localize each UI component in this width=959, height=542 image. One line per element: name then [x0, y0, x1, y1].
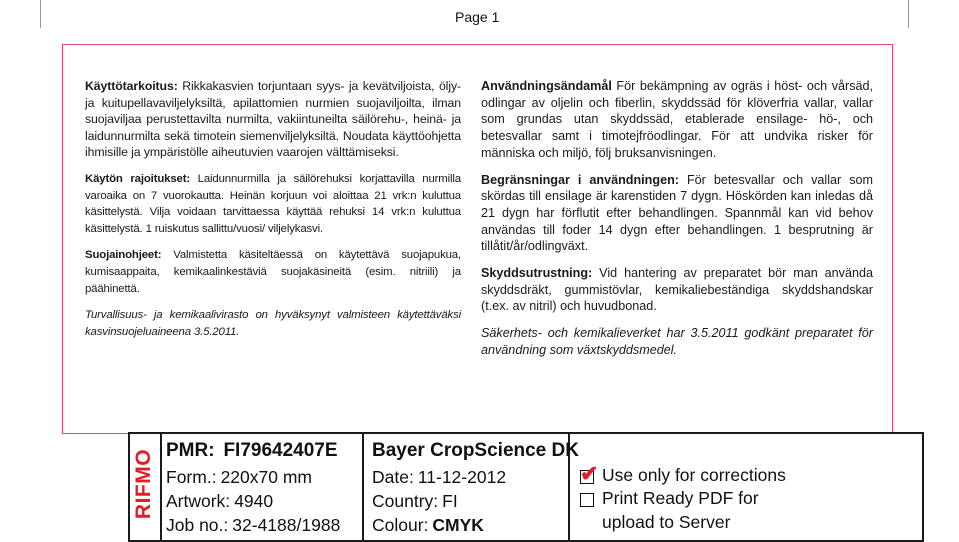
- colour-value: CMYK: [432, 515, 484, 535]
- crop-mark: [40, 0, 41, 28]
- sv-approval: [481, 325, 873, 358]
- artwork-value: 4940: [234, 491, 274, 511]
- sv-purpose-text: För bekämpning av ogräs i höst- och vårsäd, odlingar av oljelin och fiberlin, skyddssäd för klöverfria vallar, vallar som grundas utan skyddssäd, etablerade ensilage- hö-, och betesvallar samt i timotejfröodlingar. För att undvika risker för människa och miljö, följ bruksanvisningen.: [481, 79, 873, 160]
- form-row: [166, 467, 312, 488]
- country-label: Country:: [372, 491, 439, 511]
- job-label: Job no.:: [166, 515, 229, 535]
- stamp-divider: [160, 432, 162, 542]
- swedish-column: [481, 78, 873, 369]
- proof-stamp: [128, 432, 928, 538]
- artwork-row: [166, 491, 273, 512]
- client-name: Bayer CropScience DK: [372, 440, 579, 461]
- country-value: FI: [442, 491, 458, 511]
- job-value: 32-4188/1988: [232, 515, 341, 535]
- print-ready-option-label: Print Ready PDF for: [602, 488, 759, 508]
- fi-protection: [85, 247, 461, 297]
- client-row: [372, 440, 579, 462]
- date-row: [372, 467, 506, 488]
- fi-purpose-text: Rikkakasvien torjuntaan syys- ja kevätviljoista, öljy- ja kuitupellavaviljelyksiltä, apilattomien nurmien suojaviljoilta, ilman suojaviljaa perustettavilta nurmilta, vakiintuneilta säilörehu-, heinä- ja laidunnurmilta sekä timotein siemenviljelyksiltä. Noudata käyttöohjetta ihmisille ja ympäristölle aiheutuvien vaarojen välttämiseksi.: [85, 79, 461, 160]
- finnish-column: [85, 78, 461, 350]
- country-row: [372, 491, 458, 512]
- job-row: [166, 515, 340, 536]
- sv-approval-text: Säkerhets- och kemikalieverket har 3.5.2011 godkänt preparatet för användning som växtskyddsmedel.: [481, 326, 873, 357]
- corrections-option-label: Use only for corrections: [602, 465, 786, 485]
- rifmo-logo: [128, 432, 162, 536]
- pmr-row: [166, 440, 338, 462]
- fi-purpose: [85, 78, 461, 161]
- form-label: Form.:: [166, 467, 217, 487]
- fi-restrictions-text: Laidunnurmilla ja säilörehuksi korjattavilla nurmilla varoaika on 7 vuorokautta. Heinän korjuun voi aloittaa 21 vrk:n kuluttua käsittelystä. Vilja voidaan tarvittaessa käyttää rehuksi 14 vrk:n kuluttua käsittelystä. 1 ruiskutus sallittu/vuosi/ viljelykasvi.: [85, 172, 461, 235]
- date-label: Date:: [372, 467, 414, 487]
- sv-purpose: [481, 78, 873, 162]
- sv-restrictions: [481, 172, 873, 256]
- pmr-value: FI79642407E: [223, 440, 338, 461]
- fi-restrictions: [85, 171, 461, 237]
- fi-protection-text: Valmistetta käsiteltäessä on käytettävä suojapukua, kumisaappaita, kemikaalinkestäviä suojakäsineitä (esim. nitriili) ja päähinettä.: [85, 249, 461, 295]
- rifmo-logo-text: RIFMO: [132, 448, 155, 520]
- fi-purpose-label: Käyttötarkoitus:: [85, 79, 178, 93]
- colour-row: [372, 515, 484, 536]
- pmr-label: PMR:: [166, 440, 215, 461]
- print-ready-option-label-2: upload to Server: [602, 512, 731, 532]
- form-value: 220x70 mm: [220, 467, 312, 487]
- fi-approval: [85, 307, 461, 340]
- corrections-checkbox[interactable]: [580, 461, 599, 486]
- page-header: [0, 0, 959, 38]
- fi-protection-label: Suojainohjeet:: [85, 249, 162, 262]
- fi-approval-text: Turvallisuus- ja kemikaalivirasto on hyväksynyt valmisteen käytettäväksi kasvinsuojeluaineena 3.5.2011.: [85, 309, 461, 338]
- crop-mark: [908, 0, 909, 28]
- artwork-label: Artwork:: [166, 491, 231, 511]
- sv-protection-label: Skyddsutrustning:: [481, 266, 593, 281]
- sv-protection: [481, 265, 873, 315]
- date-value: 11-12-2012: [417, 467, 507, 487]
- print-ready-checkbox[interactable]: [580, 493, 594, 507]
- stamp-divider: [362, 432, 364, 542]
- sv-protection-text: Vid hantering av preparatet bör man använda skyddsdräkt, gummistövlar, kemikaliebeständiga skyddshandskar (t.ex. av nitril) och huvudbonad.: [481, 266, 873, 314]
- checkmark-icon: ✔: [580, 461, 599, 486]
- sv-restrictions-label: Begränsningar i användningen:: [481, 172, 679, 187]
- page-label: Page 1: [455, 9, 500, 25]
- fi-restrictions-label: Käytön rajoitukset:: [85, 172, 190, 185]
- sv-restrictions-text: För betesvallar och vallar som skördas till ensilage är karenstiden 7 dygn. Höskörden kan inledas då 21 dygn har förflutit efter behandlingen. Spannmål kan vid behov användas till foder 14 dygn efter behandlingen. 1 besprutning är tillåtit/år/odlingväxt.: [481, 172, 874, 254]
- sv-purpose-label: Användningsändamål: [481, 79, 612, 93]
- colour-label: Colour:: [372, 515, 429, 535]
